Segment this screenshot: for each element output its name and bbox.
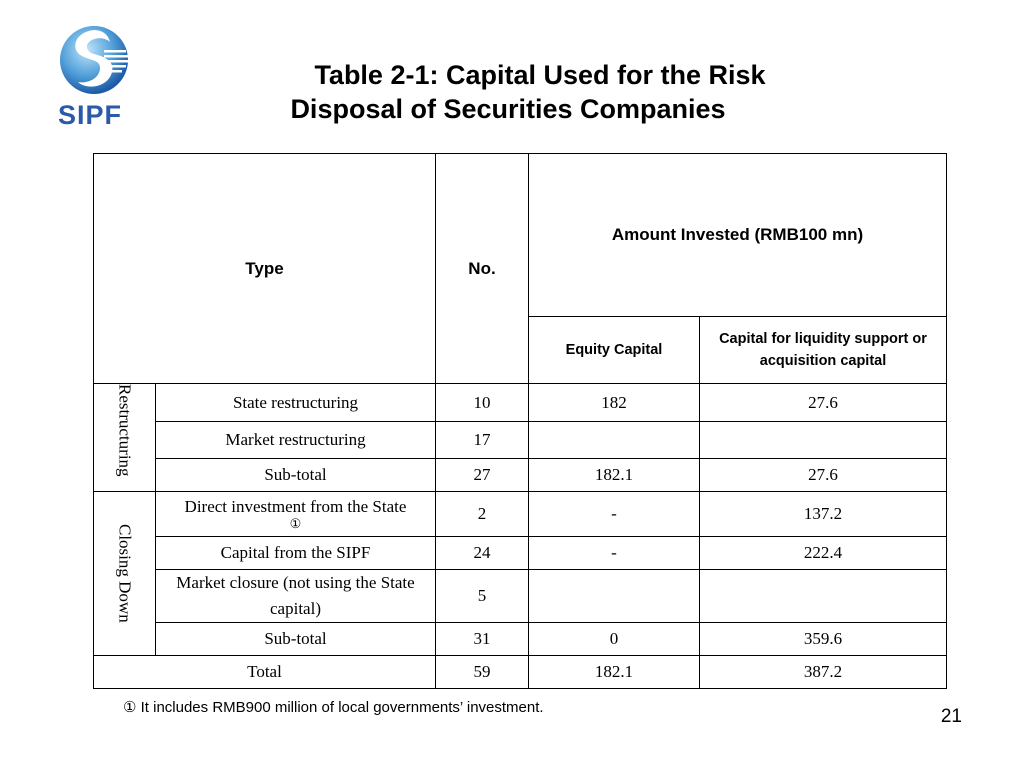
group-closing xyxy=(94,492,156,656)
header-type: Type xyxy=(94,154,436,384)
row-type: Market closure (not using the State capital) xyxy=(156,570,436,623)
title-line-2: Disposal of Securities Companies xyxy=(290,94,726,124)
total-row xyxy=(94,656,947,689)
row-equity xyxy=(529,422,700,459)
row-type: Sub-total xyxy=(156,459,436,492)
logo-text: SIPF xyxy=(58,100,123,130)
table-row xyxy=(94,422,947,459)
title-line-1: Table 2-1: Capital Used for the Risk xyxy=(314,60,766,90)
footnote-marker: ① xyxy=(289,516,302,531)
header-equity: Equity Capital xyxy=(529,317,700,384)
header-no: No. xyxy=(436,154,529,384)
row-equity: 182 xyxy=(529,384,700,422)
total-equity: 182.1 xyxy=(529,656,700,689)
row-type xyxy=(156,492,436,537)
row-liquidity: 27.6 xyxy=(700,384,947,422)
row-equity: - xyxy=(529,537,700,570)
row-liquidity: 27.6 xyxy=(700,459,947,492)
row-no: 17 xyxy=(436,422,529,459)
row-liquidity: 137.2 xyxy=(700,492,947,537)
table-row xyxy=(94,537,947,570)
row-equity: 0 xyxy=(529,623,700,656)
header-amount: Amount Invested (RMB100 mn) xyxy=(529,154,947,317)
row-type: State restructuring xyxy=(156,384,436,422)
table-row xyxy=(94,459,947,492)
sipf-logo-emblem xyxy=(52,24,142,104)
row-no: 2 xyxy=(436,492,529,537)
row-liquidity: 359.6 xyxy=(700,623,947,656)
row-equity: - xyxy=(529,492,700,537)
total-no: 59 xyxy=(436,656,529,689)
footnote: ① It includes RMB900 million of local governments’ investment. xyxy=(123,699,544,716)
table-row xyxy=(94,384,947,422)
row-no: 31 xyxy=(436,623,529,656)
table-row xyxy=(94,570,947,623)
group-label: Closing Down xyxy=(115,524,135,623)
row-type: Capital from the SIPF xyxy=(156,537,436,570)
row-type: Market restructuring xyxy=(156,422,436,459)
table-row xyxy=(94,492,947,537)
row-no: 10 xyxy=(436,384,529,422)
row-no: 24 xyxy=(436,537,529,570)
row-no: 27 xyxy=(436,459,529,492)
capital-table xyxy=(93,153,947,689)
row-liquidity: 222.4 xyxy=(700,537,947,570)
header-liquidity: Capital for liquidity support or acquisition capital xyxy=(700,317,947,384)
row-type: Sub-total xyxy=(156,623,436,656)
row-type-text: Direct investment from the State xyxy=(184,497,407,516)
row-liquidity xyxy=(700,422,947,459)
table-row xyxy=(94,623,947,656)
row-equity xyxy=(529,570,700,623)
row-equity: 182.1 xyxy=(529,459,700,492)
group-restructuring xyxy=(94,384,156,492)
row-liquidity xyxy=(700,570,947,623)
row-no: 5 xyxy=(436,570,529,623)
total-liquidity: 387.2 xyxy=(700,656,947,689)
group-label: Restructuring xyxy=(115,384,135,477)
page-title xyxy=(200,58,880,126)
page-number: 21 xyxy=(940,706,962,727)
total-label: Total xyxy=(94,656,436,689)
